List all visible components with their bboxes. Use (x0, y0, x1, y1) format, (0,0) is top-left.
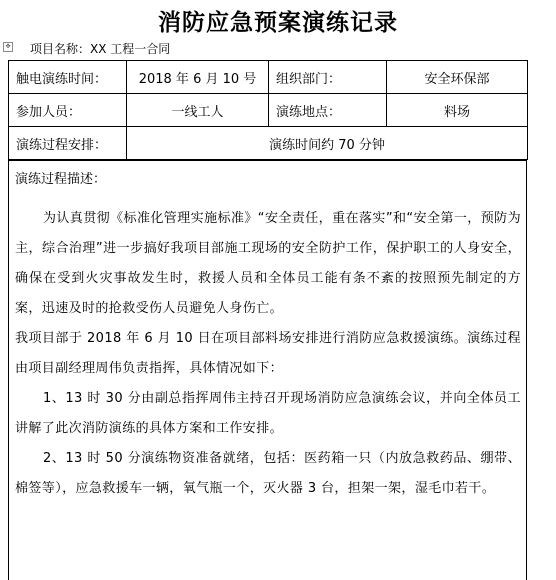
time-label: 触电演练时间： (9, 61, 127, 94)
department-label: 组织部门： (269, 61, 387, 94)
location-label: 演练地点： (269, 94, 387, 127)
description-paragraph: 为认真贯彻《标准化管理实施标准》“安全责任，重在落实”和“安全第一，预防为主，综合治理”进一步搞好我项目部施工现场的安全防护工作，保护职工的人身安全，确保在受到火灾事故发生时，救援人员和全体员工能有条不紊的按照预先制定的方案，迅速及时的抢救受伤人员避免人身伤亡。 (15, 211, 521, 316)
project-name: 项目名称：XX 工程一合同 (30, 42, 171, 56)
participants-label: 参加人员： (9, 94, 127, 127)
description-body (15, 204, 521, 504)
location-value: 料场 (387, 94, 528, 127)
description-label: 演练过程描述： (15, 172, 107, 187)
arrangement-value: 演练时间约 70 分钟 (127, 127, 528, 160)
document-title: 消防应急预案演练记录 (158, 9, 398, 36)
record-table (8, 60, 528, 160)
participants-value: 一线工人 (127, 94, 269, 127)
table-row (9, 127, 528, 160)
time-value: 2018 年 6 月 10 号 (127, 61, 269, 94)
description-paragraph: 1、13 时 30 分由副总指挥周伟主持召开现场消防应急演练会议，并向全体员工讲解了此次消防演练的具体方案和工作安排。 (15, 391, 521, 436)
description-cell (8, 160, 527, 580)
table-anchor-icon[interactable]: ✥ (3, 42, 13, 52)
description-paragraph: 2、13 时 50 分演练物资准备就绪，包括：医药箱一只（内放急救药品、绷带、棉签等），应急救援车一辆，氧气瓶一个，灭火器 3 台，担架一架，湿毛巾若干。 (15, 451, 521, 496)
arrangement-label: 演练过程安排： (9, 127, 127, 160)
table-row (9, 61, 528, 94)
table-row (9, 94, 528, 127)
description-paragraph: 我项目部于 2018 年 6 月 10 日在项目部料场安排进行消防应急救援演练。演练过程由项目副经理周伟负责指挥，具体情况如下： (15, 331, 521, 376)
department-value: 安全环保部 (387, 61, 528, 94)
